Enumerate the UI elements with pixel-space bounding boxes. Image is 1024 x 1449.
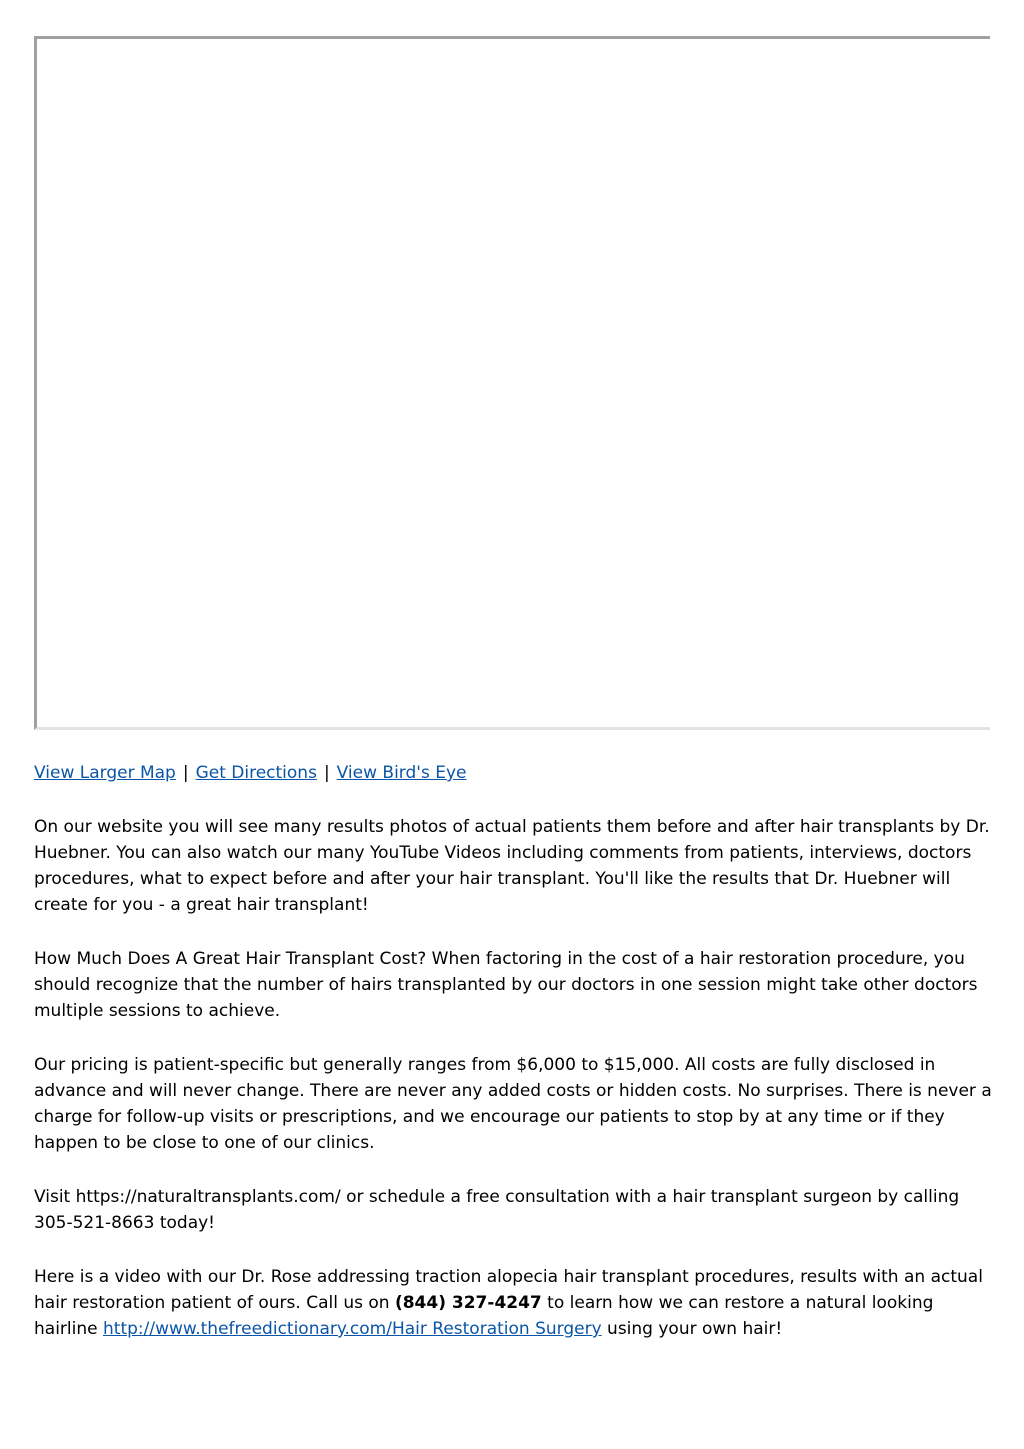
link-separator: |	[182, 763, 189, 783]
video-text-continued: to learn how we can restore a natural looking hairline	[34, 1293, 934, 1339]
video-text: Here is a video with our Dr. Rose addressing traction alopecia hair transplant procedures, results with an actual hair restoration patient of ours. Call us on	[34, 1267, 983, 1313]
paragraph-visit: Visit https://naturaltransplants.com/ or schedule a free consultation with a hair transplant surgeon by calling 305-521-8663 today!	[34, 1187, 960, 1233]
paragraph-results: On our website you will see many results photos of actual patients them before and after hair transplants by Dr. Huebner. You can also watch our many YouTube Videos including comments from patients, interviews, doctors procedures, what to expect before and after your hair transplant. You'll like the results that Dr. Huebner will create for you - a great hair transplant!	[34, 817, 990, 915]
paragraph-video	[34, 1264, 994, 1342]
view-larger-map-link[interactable]: View Larger Map	[34, 763, 176, 783]
get-directions-link[interactable]: Get Directions	[195, 763, 317, 783]
video-text-end: using your own hair!	[601, 1319, 783, 1339]
paragraph-pricing: Our pricing is patient-specific but generally ranges from $6,000 to $15,000. All costs are fully disclosed in advance and will never change. There are never any added costs or hidden costs. No surprises. There is never a charge for follow-up visits or prescriptions, and we encourage our patients to stop by at any time or if they happen to be close to one of our clinics.	[34, 1055, 992, 1153]
hair-restoration-link[interactable]: http://www.thefreedictionary.com/Hair Restoration Surgery	[103, 1319, 602, 1339]
map-links	[34, 760, 994, 786]
view-birds-eye-link[interactable]: View Bird's Eye	[336, 763, 467, 783]
main-content	[34, 760, 994, 1370]
link-separator: |	[323, 763, 330, 783]
paragraph-cost: How Much Does A Great Hair Transplant Cost? When factoring in the cost of a hair restoration procedure, you should recognize that the number of hairs transplanted by our doctors in one session might take other doctors multiple sessions to achieve.	[34, 949, 978, 1021]
phone-number: (844) 327-4247	[394, 1293, 542, 1313]
map-embed-frame[interactable]	[34, 36, 990, 730]
